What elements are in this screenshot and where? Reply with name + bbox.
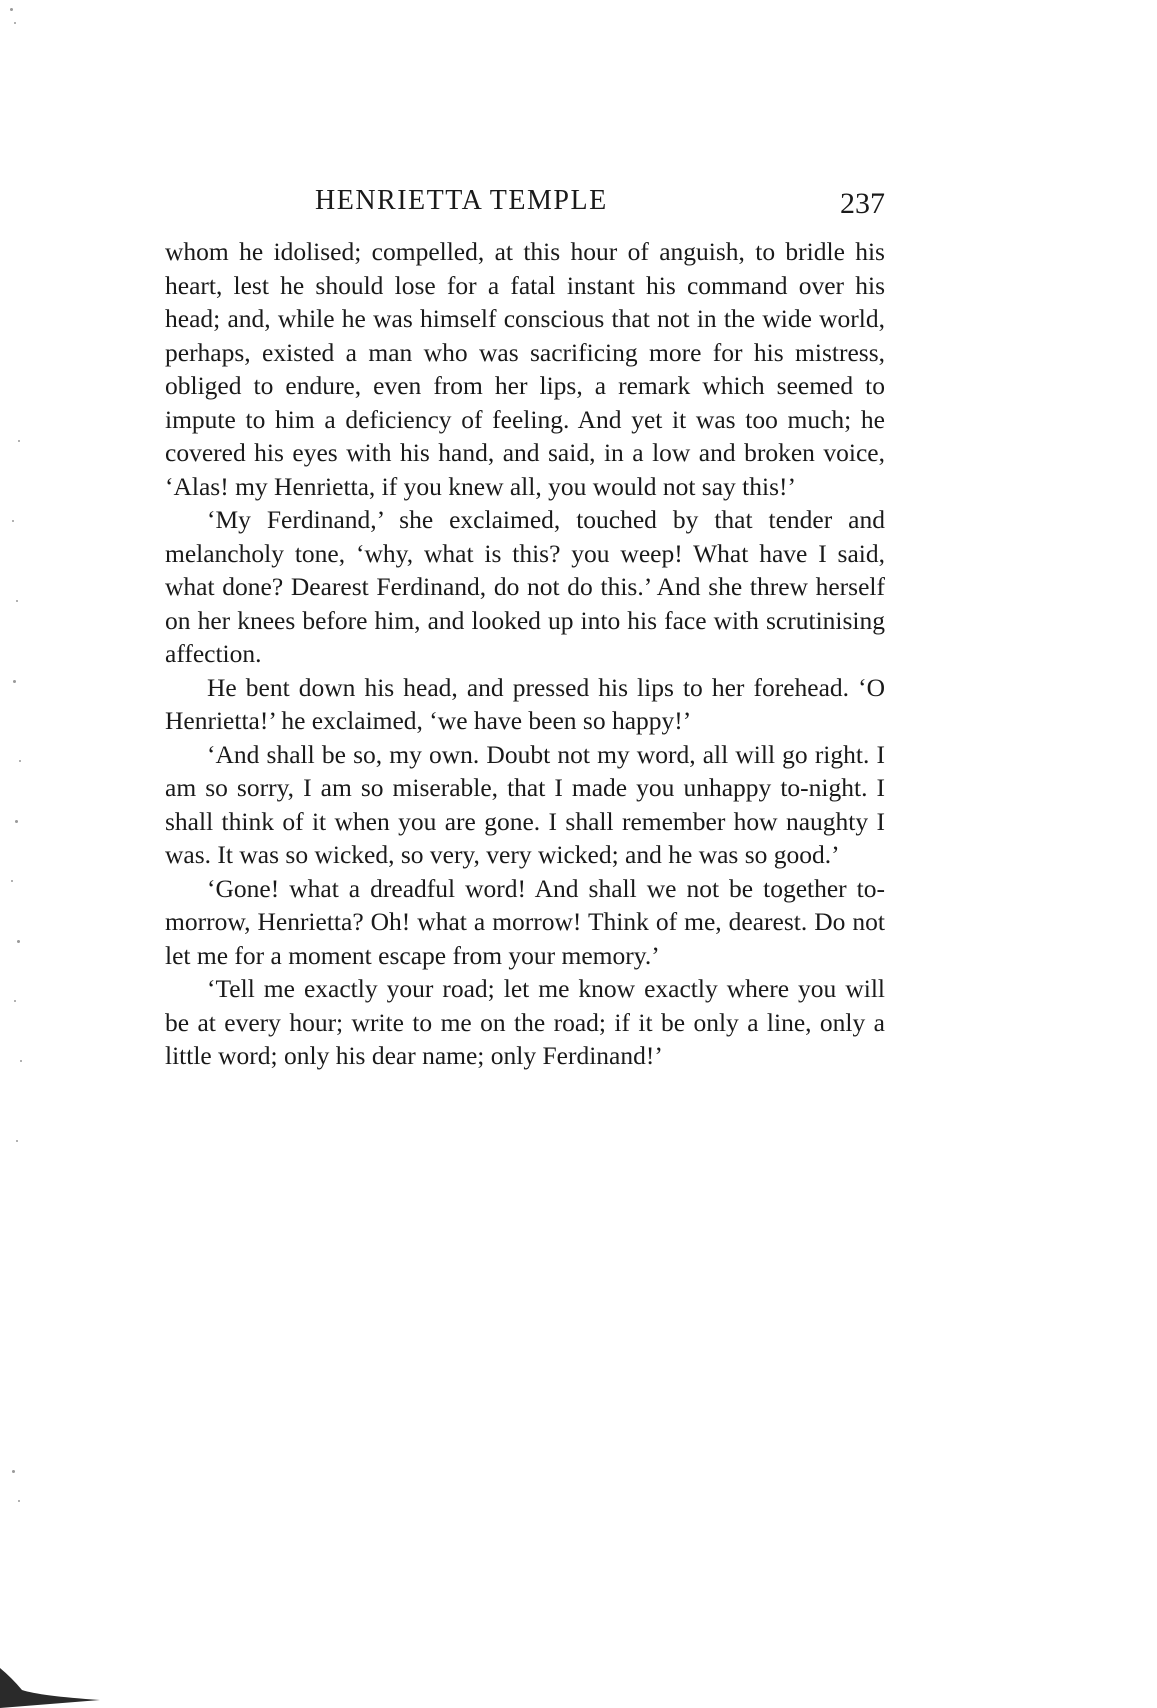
body-text <box>165 235 885 1073</box>
paragraph: ‘Gone! what a dreadful word! And shall we not be together to-morrow, Henrietta? Oh! what a morrow! Think of me, dearest. Do not let me for a moment escape from your memory.’ <box>165 873 885 970</box>
paragraph: whom he idolised; compelled, at this hour of anguish, to bridle his heart, lest he should lose for a fatal instant his command over his head; and, while he was himself conscious that not in the wide world, perhaps, existed a man who was sacrificing more for his mistress, obliged to endure, even from her lips, a remark which seemed to impute to him a deficiency of feeling. And yet it was too much; he covered his eyes with his hand, and said, in a low and broken voice, ‘Alas! my Henrietta, if you knew all, you would not say this!’ <box>165 237 885 501</box>
running-title: HENRIETTA TEMPLE <box>315 185 608 216</box>
running-head <box>165 185 885 225</box>
paragraph: He bent down his head, and pressed his lips to her forehead. ‘O Henrietta!’ he exclaimed, ‘we have been so happy!’ <box>165 672 885 735</box>
page-number: 237 <box>840 187 885 220</box>
paragraph: ‘And shall be so, my own. Doubt not my word, all will go right. I am so sorry, I am so miserable, that I made you unhappy to-night. I shall think of it when you are gone. I shall remember how naughty I was. It was so wicked, so very, very wicked; and he was so good.’ <box>165 739 885 869</box>
margin-scan-noise <box>4 0 34 1708</box>
paragraph: ‘My Ferdinand,’ she exclaimed, touched by that tender and melancholy tone, ‘why, what is this? you weep! What have I said, what done? Dearest Ferdinand, do not do this.’ And she threw herself on her knees before him, and looked up into his face with scrutinising affection. <box>165 505 885 668</box>
scan-corner-mark <box>0 1638 110 1708</box>
paragraph: ‘Tell me exactly your road; let me know exactly where you will be at every hour; write to me on the road; if it be only a line, only a little word; only his dear name; only Ferdinand!’ <box>165 974 885 1070</box>
